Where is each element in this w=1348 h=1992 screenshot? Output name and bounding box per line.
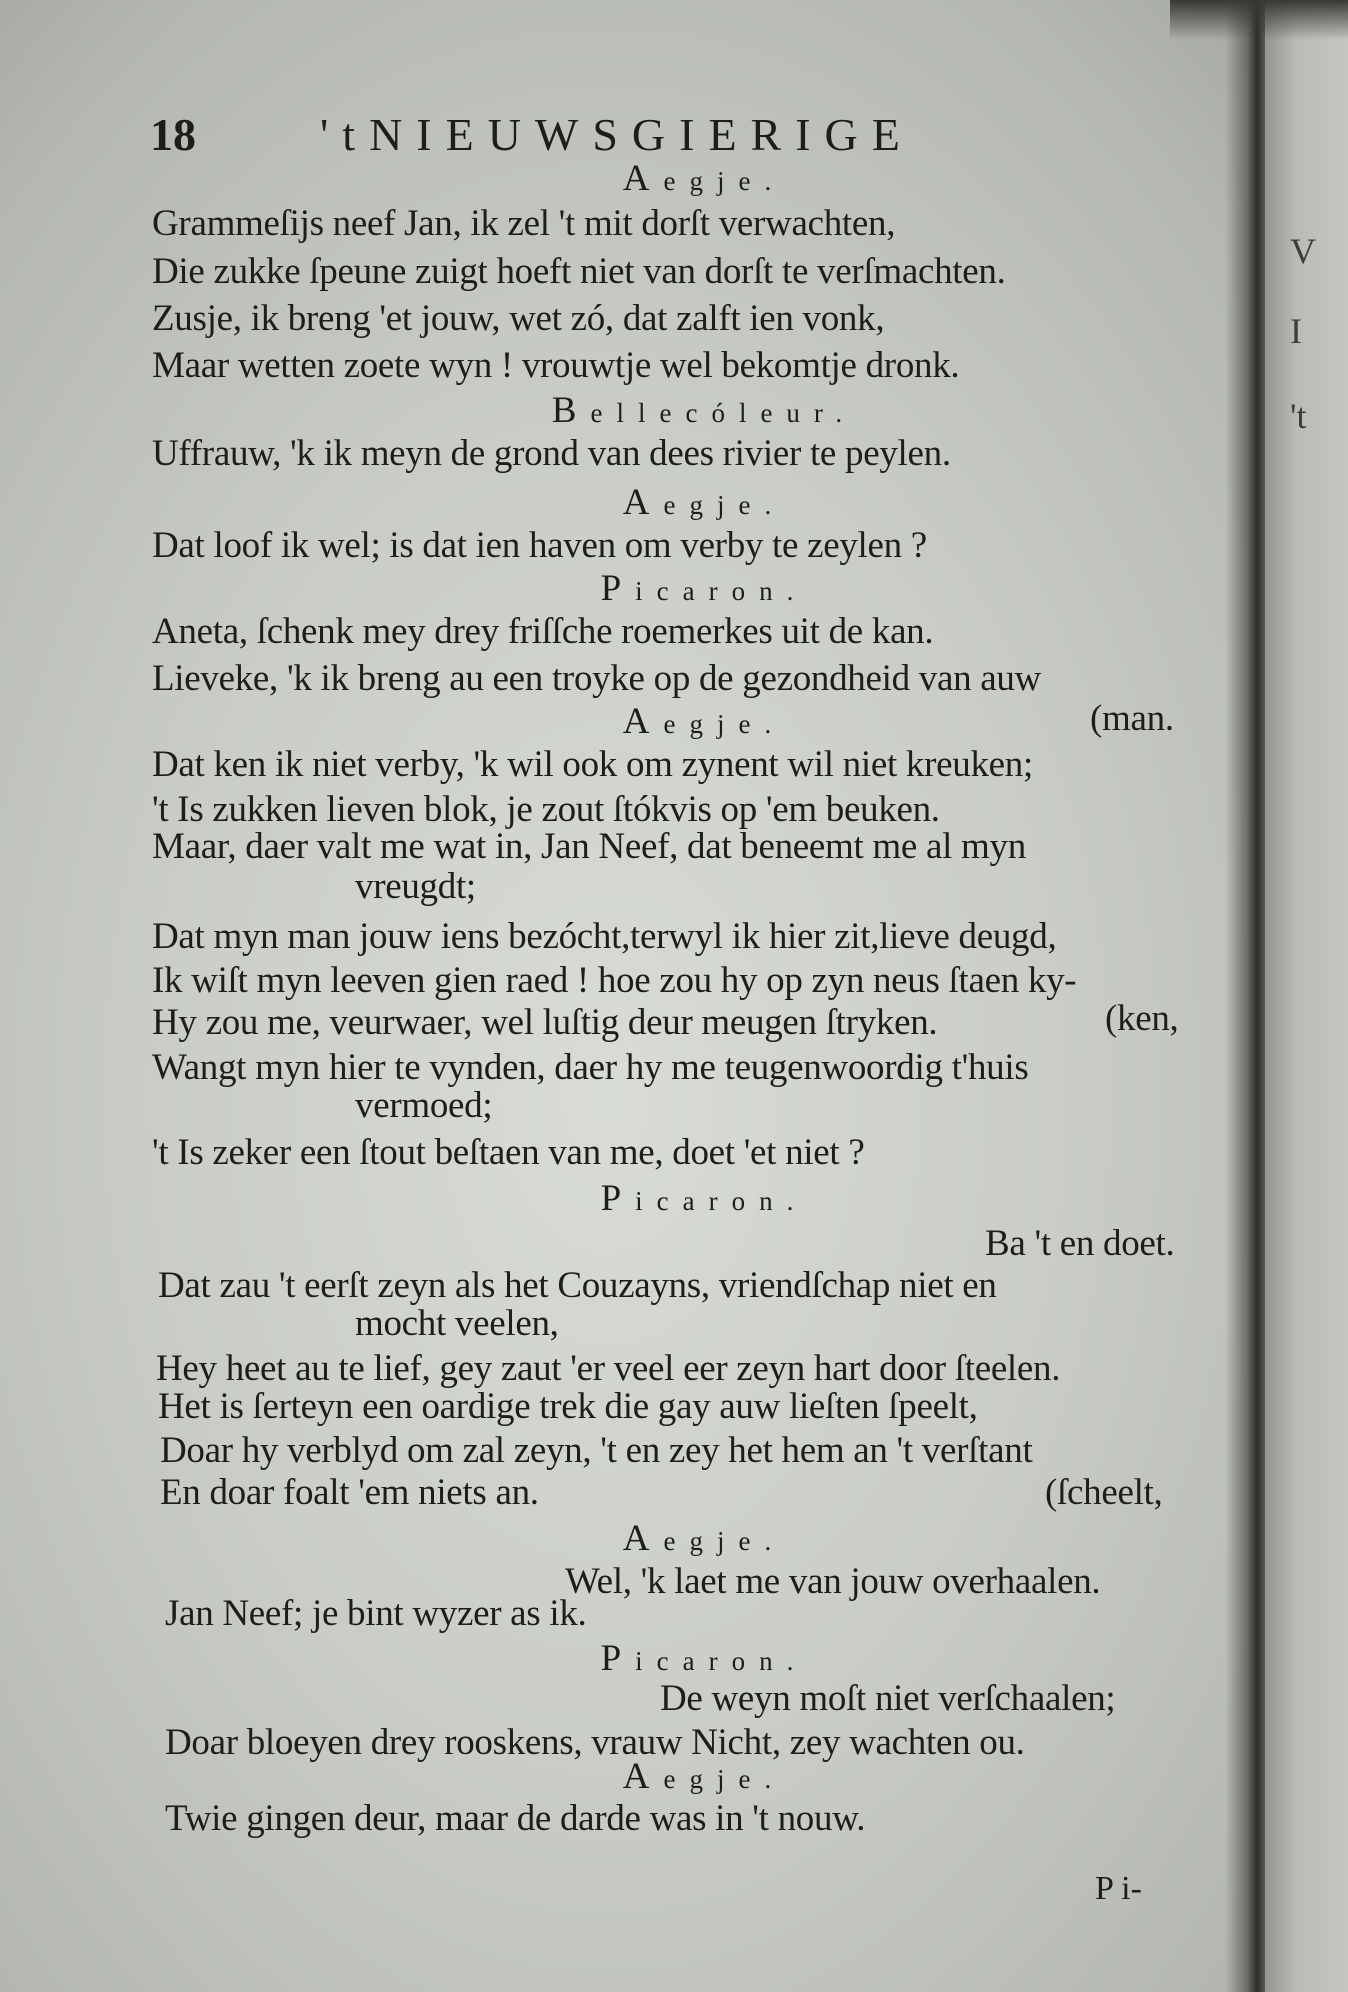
verse-line: Lieveke, 'k ik breng au een troyke op de gezondheid van auw (152, 658, 1041, 699)
speaker-heading: Aegje. (622, 1756, 786, 1797)
running-title: 'tNIEUWSGIERIGE (320, 109, 914, 160)
speaker-heading: Picaron. (600, 1638, 808, 1679)
verse-line: Zusje, ik breng 'et jouw, wet zó, dat zalft ien vonk, (152, 298, 885, 339)
verse-turnover: (ſcheelt, (1045, 1472, 1163, 1513)
verse-line: 't Is zeker een ſtout beſtaen van me, doet 'et niet ? (152, 1132, 865, 1173)
speaker-heading: Picaron. (600, 1178, 808, 1219)
verse-line: Twie gingen deur, maar de darde was in 't nouw. (165, 1798, 866, 1839)
verse-line: Hey heet au te lief, gey zaut 'er veel eer zeyn hart door ſteelen. (156, 1348, 1061, 1389)
speaker-heading: Aegje. (622, 158, 786, 199)
catchword: P i- (1095, 1870, 1142, 1907)
speaker-heading: Aegje. (622, 701, 786, 742)
verse-line: Die zukke ſpeune zuigt hoeft niet van dorſt te verſmachten. (152, 251, 1006, 292)
facing-page-fragment: V (1290, 231, 1316, 271)
verse-line: Grammeſijs neef Jan, ik zel 't mit dorſt verwachten, (152, 203, 896, 244)
verse-continuation: vermoed; (355, 1085, 493, 1126)
verse-line: Ba 't en doet. (985, 1223, 1175, 1264)
verse-line: Jan Neef; je bint wyzer as ik. (165, 1593, 587, 1634)
speaker-heading: Aegje. (622, 482, 786, 523)
verse-line: Dat ken ik niet verby, 'k wil ook om zynent wil niet kreuken; (152, 744, 1033, 785)
verse-line: 't Is zukken lieven blok, je zout ſtókvis op 'em beuken. (152, 789, 940, 830)
verse-line: Maar wetten zoete wyn ! vrouwtje wel bekomtje dronk. (152, 345, 960, 386)
book-cover-corner (1170, 0, 1348, 40)
verse-line: Ik wiſt myn leeven gien raed ! hoe zou hy op zyn neus ſtaen ky- (152, 960, 1077, 1001)
verse-turnover: (ken, (1105, 998, 1179, 1039)
verse-continuation: vreugdt; (355, 866, 476, 907)
verse-continuation: mocht veelen, (355, 1303, 559, 1344)
verse-line: Dat loof ik wel; is dat ien haven om verby te zeylen ? (152, 525, 927, 566)
verse-turnover: (man. (1090, 698, 1174, 739)
verse-line: Het is ſerteyn een oardige trek die gay auw lieſten ſpeelt, (158, 1386, 978, 1427)
verse-line: Doar bloeyen drey rooskens, vrauw Nicht, zey wachten ou. (165, 1722, 1025, 1763)
verse-line: Wel, 'k laet me van jouw overhaalen. (565, 1561, 1101, 1602)
verse-line: Maar, daer valt me wat in, Jan Neef, dat beneemt me al myn (152, 826, 1026, 867)
book-gutter (1225, 0, 1265, 1992)
verse-line: Uffrauw, 'k ik meyn de grond van dees rivier te peylen. (152, 433, 951, 474)
verse-line: De weyn moſt niet verſchaalen; (660, 1678, 1116, 1719)
facing-page-fragment: I (1290, 311, 1302, 351)
verse-line: Aneta, ſchenk mey drey friſſche roemerkes uit de kan. (152, 611, 934, 652)
facing-page-edge (1262, 0, 1348, 1992)
speaker-heading: Aegje. (622, 1518, 786, 1559)
speaker-heading: Bellecóleur. (551, 390, 857, 431)
verse-line: Dat myn man jouw iens bezócht,terwyl ik hier zit,lieve deugd, (152, 916, 1057, 957)
speaker-heading: Picaron. (600, 568, 808, 609)
verse-line: Dat zau 't eerſt zeyn als het Couzayns, vriendſchap niet en (158, 1265, 997, 1306)
verse-line: Hy zou me, veurwaer, wel luſtig deur meugen ſtryken. (152, 1002, 938, 1043)
page-number: 18 (150, 109, 196, 160)
verse-line: Wangt myn hier te vynden, daer hy me teugenwoordig t'huis (152, 1047, 1029, 1088)
verse-line: Doar hy verblyd om zal zeyn, 't en zey het hem an 't verſtant (160, 1430, 1033, 1471)
verse-line: En doar foalt 'em niets an. (160, 1472, 539, 1513)
facing-page-fragment: 't (1290, 396, 1307, 436)
